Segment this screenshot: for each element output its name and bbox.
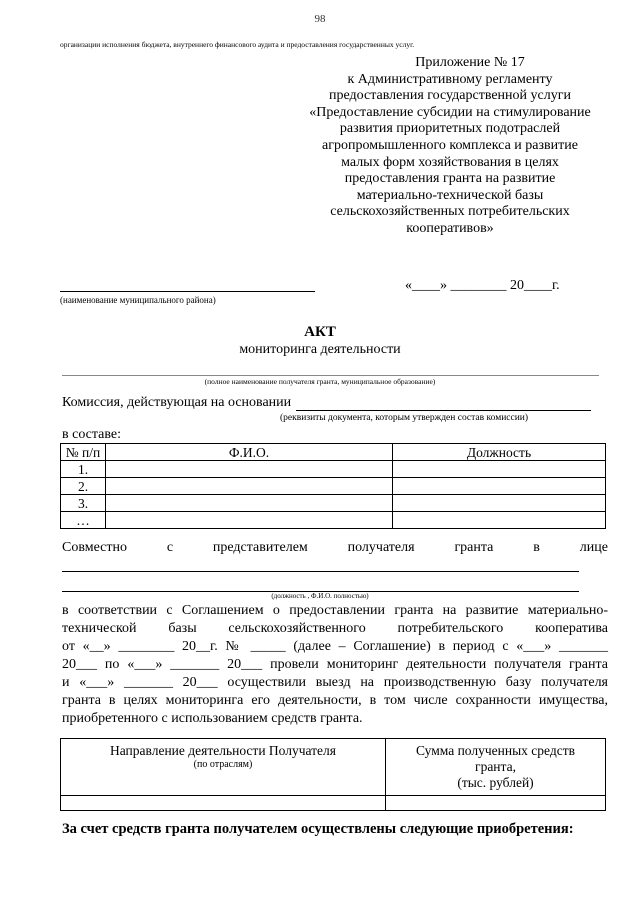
direction-title: Направление деятельности Получателя xyxy=(109,743,336,758)
table-row xyxy=(61,495,606,512)
position-cell xyxy=(393,461,606,478)
paragraph-line: и «___» _______ 20___ осуществили выезд на производственную базу получателя xyxy=(62,675,608,690)
direction-cell xyxy=(61,796,386,811)
members-header-row xyxy=(61,444,606,461)
name-cell xyxy=(106,461,393,478)
paragraph-line: от «__» ________ 20__г. № _____ (далее – Соглашение) в период с «___» _______ xyxy=(62,639,608,654)
header-name: Ф.И.О. xyxy=(106,444,393,461)
joint-word: Совместно xyxy=(62,540,127,555)
joint-word: лице xyxy=(579,540,608,555)
row-number: 2. xyxy=(61,478,106,495)
commission-text: Комиссия, действующая на основании xyxy=(62,395,292,410)
joint-word: с xyxy=(166,540,174,555)
appendix-line: к Административному регламенту xyxy=(347,71,553,87)
commission-caption: (реквизиты документа, которым утвержден состав комиссии) xyxy=(280,413,529,423)
commission-blank xyxy=(296,410,591,411)
table-row xyxy=(61,796,606,811)
funds-table xyxy=(60,738,606,811)
municipality-caption: (наименование муниципального района) xyxy=(60,295,216,305)
page-number: 98 xyxy=(314,13,326,25)
appendix-line: Приложение № 17 xyxy=(415,55,525,70)
joint-line xyxy=(62,540,608,556)
table-row xyxy=(61,461,606,478)
joint-word: получателя xyxy=(347,540,415,555)
appendix-line: сельскохозяйственных потребительских xyxy=(330,204,570,220)
amount-cell xyxy=(386,796,606,811)
members-table xyxy=(60,443,606,529)
monitoring-paragraph xyxy=(62,602,608,728)
appendix-line: развития приоритетных подотраслей xyxy=(339,121,561,137)
position-cell xyxy=(393,512,606,529)
table-row xyxy=(61,512,606,529)
header-number: № п/п xyxy=(61,444,106,461)
purchases-heading: За счет средств гранта получателем осуществлены следующие приобретения: xyxy=(62,821,574,837)
joint-word: гранта xyxy=(454,540,494,555)
appendix-line: материально-технической базы xyxy=(356,187,544,203)
name-cell xyxy=(106,512,393,529)
funds-header-row xyxy=(61,739,606,796)
name-cell xyxy=(106,495,393,512)
act-title: АКТ xyxy=(304,324,336,340)
paragraph-line: 20___ по «___» _______ 20___ провели мониторинг деятельности получателя гранта xyxy=(62,657,608,672)
amount-line: Сумма полученных средств xyxy=(415,743,575,758)
appendix-line: кооперативов» xyxy=(406,220,494,236)
paragraph-line: технической базы сельскохозяйственного потребительского кооператива xyxy=(62,621,608,636)
header-note: организации исполнения бюджета, внутреннего финансового аудита и предоставления государственных услуг. xyxy=(60,40,415,49)
act-subtitle: мониторинга деятельности xyxy=(239,342,401,357)
appendix-line: предоставления государственной услуги xyxy=(329,88,571,104)
date-line: «____» ________ 20____г. xyxy=(405,278,560,293)
appendix-line: малых форм хозяйствования в целях xyxy=(341,154,559,170)
appendix-line: агропромышленного комплекса и развитие xyxy=(322,137,578,153)
row-number: … xyxy=(61,512,106,529)
paragraph-line: в соответствии с Соглашением о предоставлении гранта на развитие материально- xyxy=(62,603,608,618)
row-number: 1. xyxy=(61,461,106,478)
paragraph-line: приобретенного с использованием средств гранта. xyxy=(62,711,363,726)
joint-word: представителем xyxy=(212,540,308,555)
name-cell xyxy=(106,478,393,495)
header-position: Должность xyxy=(393,444,606,461)
amount-header xyxy=(386,739,606,796)
table-row xyxy=(61,478,606,495)
appendix-line: предоставления гранта на развитие xyxy=(344,171,556,187)
direction-note: (по отраслям) xyxy=(193,759,253,770)
composed-label: в составе: xyxy=(62,427,122,442)
municipality-blank xyxy=(60,291,315,292)
position-cell xyxy=(393,495,606,512)
appendix-block xyxy=(300,55,600,238)
representative-caption: (должность , Ф.И.О. полностью) xyxy=(271,592,369,600)
paragraph-line: гранта в целях мониторинга его деятельности, в том числе сохранности имущества, xyxy=(62,693,608,708)
recipient-caption: (полное наименование получателя гранта, муниципальное образование) xyxy=(204,377,436,386)
amount-line: гранта, xyxy=(475,759,516,774)
representative-blank xyxy=(62,571,579,572)
recipient-blank xyxy=(62,375,599,376)
direction-header xyxy=(61,739,386,796)
joint-word: в xyxy=(533,540,540,555)
row-number: 3. xyxy=(61,495,106,512)
amount-line: (тыс. рублей) xyxy=(457,775,534,790)
appendix-line: «Предоставление субсидии на стимулирование xyxy=(309,104,591,120)
position-cell xyxy=(393,478,606,495)
